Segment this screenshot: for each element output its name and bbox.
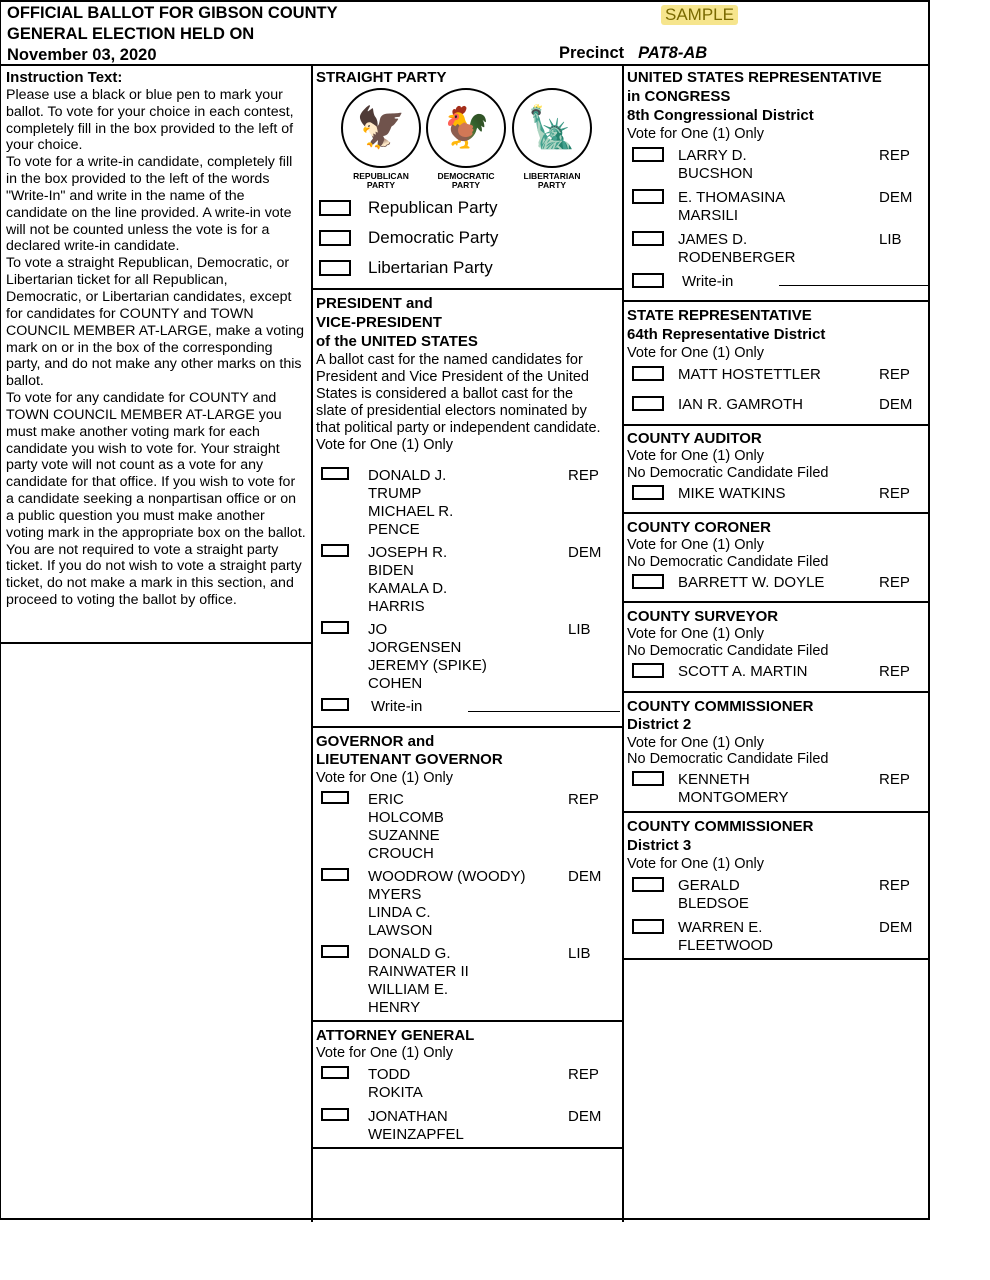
us-rep-title: UNITED STATES REPRESENTATIVE <box>627 69 882 86</box>
candidate-party: REP <box>879 877 910 894</box>
vote-for-label: Vote for One (1) Only <box>627 856 765 872</box>
candidate-party: REP <box>879 771 910 788</box>
candidate-name: SCOTT A. MARTIN <box>678 663 808 680</box>
vote-box-fleetwood[interactable] <box>632 919 664 934</box>
column-divider-2 <box>622 64 624 1222</box>
president-note: slate of presidential electors nominated by <box>316 403 587 419</box>
commissioner-3-district: District 3 <box>627 837 692 854</box>
candidate-party: REP <box>879 574 910 591</box>
rooster-icon: 🐓 <box>426 88 506 168</box>
commissioner-2-district: District 2 <box>627 716 692 733</box>
state-rep-title: STATE REPRESENTATIVE <box>627 307 812 324</box>
candidate-name: DONALD G. RAINWATER II WILLIAM E. HENRY <box>368 945 469 1016</box>
vote-box-hostettler[interactable] <box>632 366 664 381</box>
option-democratic-party: Democratic Party <box>368 228 499 247</box>
precinct-label: Precinct <box>559 44 625 62</box>
section-divider <box>624 691 929 693</box>
attorney-general-title: ATTORNEY GENERAL <box>316 1027 475 1044</box>
eagle-icon: 🦅 <box>341 88 421 168</box>
president-note: States is considered a ballot cast for the <box>316 386 574 402</box>
candidate-party: DEM <box>568 544 602 561</box>
section-divider <box>624 958 929 960</box>
candidate-name: LARRY D. BUCSHON <box>678 147 754 182</box>
vote-box-myers[interactable] <box>321 868 349 881</box>
sample-badge: SAMPLE <box>661 5 738 25</box>
vote-for-label: Vote for One (1) Only <box>316 437 454 453</box>
vote-for-label: Vote for One (1) Only <box>627 735 765 751</box>
column-divider-1 <box>311 64 313 1222</box>
section-divider <box>313 1147 622 1149</box>
candidate-party: REP <box>879 485 910 502</box>
candidate-name: IAN R. GAMROTH <box>678 396 804 413</box>
vote-box-gamroth[interactable] <box>632 396 664 411</box>
write-in-line-president[interactable] <box>468 711 620 712</box>
section-divider <box>313 1020 622 1022</box>
auditor-title: COUNTY AUDITOR <box>627 430 762 447</box>
vote-box-holcomb[interactable] <box>321 791 349 804</box>
vote-box-bucshon[interactable] <box>632 147 664 162</box>
candidate-name: E. THOMASINA MARSILI <box>678 189 786 224</box>
vote-for-label: Vote for One (1) Only <box>627 448 765 464</box>
vote-box-rodenberger[interactable] <box>632 231 664 246</box>
option-libertarian-party: Libertarian Party <box>368 258 493 277</box>
instructions-paragraph: To vote a straight Republican, Democratic, or Libertarian ticket for all Republican, Democratic, or Libertarian candidates, except for candidates for COUNTY and TOWN COUNCIL MEMBER AT-LARGE, make a voting mark on or in the box of the corresponding party, and do not make any other marks on this ballot. <box>6 255 305 390</box>
vote-box-rokita[interactable] <box>321 1066 349 1079</box>
section-divider <box>624 811 929 813</box>
candidate-name: WARREN E. FLEETWOOD <box>678 919 774 954</box>
candidate-name: ERIC HOLCOMB SUZANNE CROUCH <box>368 791 444 862</box>
vote-for-label: Vote for One (1) Only <box>627 345 765 361</box>
republican-emblem <box>341 88 421 190</box>
president-title: PRESIDENT and <box>316 295 433 312</box>
vote-box-biden[interactable] <box>321 544 349 557</box>
candidate-party: REP <box>879 147 910 164</box>
candidate-party: DEM <box>879 189 913 206</box>
surveyor-title: COUNTY SURVEYOR <box>627 608 779 625</box>
write-in-label: Write-in <box>682 273 734 290</box>
ballot-title: OFFICIAL BALLOT FOR GIBSON COUNTY <box>7 4 338 22</box>
section-divider <box>313 288 622 290</box>
president-title: of the UNITED STATES <box>316 333 478 350</box>
coroner-title: COUNTY CORONER <box>627 519 771 536</box>
precinct <box>559 44 707 63</box>
vote-box-trump[interactable] <box>321 467 349 480</box>
candidate-party: LIB <box>568 945 591 962</box>
us-rep-district: 8th Congressional District <box>627 107 814 124</box>
candidate-party: DEM <box>568 868 602 885</box>
candidate-name: DONALD J. TRUMP MICHAEL R. PENCE <box>368 467 454 538</box>
democratic-emblem <box>426 88 506 190</box>
vote-box-write-in-president[interactable] <box>321 698 349 711</box>
vote-box-libertarian-party[interactable] <box>319 260 351 276</box>
candidate-party: DEM <box>879 919 913 936</box>
vote-for-label: Vote for One (1) Only <box>627 537 765 553</box>
write-in-line-us-rep[interactable] <box>779 285 929 286</box>
candidate-name: GERALD BLEDSOE <box>678 877 749 912</box>
candidate-name: JONATHAN WEINZAPFEL <box>368 1108 464 1143</box>
candidate-name: TODD ROKITA <box>368 1066 423 1101</box>
president-note: that political party or independent candidate. <box>316 420 601 436</box>
no-candidate-note: No Democratic Candidate Filed <box>627 643 829 659</box>
vote-for-label: Vote for One (1) Only <box>316 1045 454 1061</box>
candidate-party: DEM <box>568 1108 602 1125</box>
emblem-label: PARTY <box>451 180 481 190</box>
no-candidate-note: No Democratic Candidate Filed <box>627 751 829 767</box>
governor-title: GOVERNOR and <box>316 733 435 750</box>
section-divider <box>624 512 929 514</box>
candidate-party: REP <box>568 791 599 808</box>
emblem-label: DEMOCRATIC <box>437 171 495 181</box>
emblem-label: LIBERTARIAN <box>523 171 581 181</box>
vote-box-montgomery[interactable] <box>632 771 664 786</box>
election-date: November 03, 2020 <box>7 46 157 64</box>
candidate-name: JAMES D. RODENBERGER <box>678 231 796 266</box>
commissioner-3-title: COUNTY COMMISSIONER <box>627 818 814 835</box>
vote-for-label: Vote for One (1) Only <box>627 126 765 142</box>
vote-box-rainwater[interactable] <box>321 945 349 958</box>
candidate-party: REP <box>568 1066 599 1083</box>
section-divider <box>624 300 929 302</box>
instructions-paragraph: To vote for any candidate for COUNTY and TOWN COUNCIL MEMBER AT-LARGE you must make another voting mark for each candidate you wish to vote for. Your straight party vote will not count as a vote for any candidate for that office. If you wish to vote for a candidate seeking a nonpartisan office or on a public question you must make another voting mark in the appropriate box on the ballot. <box>6 390 306 541</box>
emblem-label: PARTY <box>366 180 396 190</box>
candidate-name: KENNETH MONTGOMERY <box>678 771 789 806</box>
vote-box-watkins[interactable] <box>632 485 664 500</box>
candidate-name: MATT HOSTETTLER <box>678 366 821 383</box>
vote-box-weinzapfel[interactable] <box>321 1108 349 1121</box>
candidate-party: REP <box>568 467 599 484</box>
vote-box-martin[interactable] <box>632 663 664 678</box>
vote-box-jorgensen[interactable] <box>321 621 349 634</box>
candidate-name: MIKE WATKINS <box>678 485 786 502</box>
instructions-paragraph: To vote for a write-in candidate, completely fill in the box provided to the left of the words "Write-In" and write in the name of the candidate on the line provided. A write-in vote will not be counted unless the vote is for a declared write-in candidate. <box>6 154 293 255</box>
no-candidate-note: No Democratic Candidate Filed <box>627 554 829 570</box>
option-republican-party: Republican Party <box>368 198 498 217</box>
governor-title: LIEUTENANT GOVERNOR <box>316 751 503 768</box>
write-in-label: Write-in <box>371 698 423 715</box>
vote-for-label: Vote for One (1) Only <box>627 626 765 642</box>
vote-box-bledsoe[interactable] <box>632 877 664 892</box>
instructions-paragraph: Please use a black or blue pen to mark your ballot. To vote for your choice in each contest, completely fill in the box provided to the left of your choice. <box>6 86 294 154</box>
instructions-heading: Instruction Text: <box>6 69 123 86</box>
candidate-party: REP <box>879 366 910 383</box>
candidate-party: LIB <box>879 231 902 248</box>
straight-party-title: STRAIGHT PARTY <box>316 69 447 86</box>
section-divider <box>313 726 622 728</box>
candidate-name: BARRETT W. DOYLE <box>678 574 825 591</box>
candidate-name: JOSEPH R. BIDEN KAMALA D. HARRIS <box>368 544 448 615</box>
vote-box-marsili[interactable] <box>632 189 664 204</box>
state-rep-district: 64th Representative District <box>627 326 826 343</box>
commissioner-2-title: COUNTY COMMISSIONER <box>627 698 814 715</box>
vote-for-label: Vote for One (1) Only <box>316 770 454 786</box>
ballot-subtitle: GENERAL ELECTION HELD ON <box>7 25 255 43</box>
us-rep-title: in CONGRESS <box>627 88 731 105</box>
candidate-party: DEM <box>879 396 913 413</box>
no-candidate-note: No Democratic Candidate Filed <box>627 465 829 481</box>
vote-box-republican-party[interactable] <box>319 200 351 216</box>
candidate-name: WOODROW (WOODY) MYERS LINDA C. LAWSON <box>368 868 526 939</box>
president-note: A ballot cast for the named candidates for <box>316 352 583 368</box>
vote-box-write-in-us-rep[interactable] <box>632 273 664 288</box>
libertarian-emblem <box>512 88 592 190</box>
instructions <box>6 70 306 609</box>
vote-box-doyle[interactable] <box>632 574 664 589</box>
precinct-value: PAT8-AB <box>638 44 708 62</box>
statue-of-liberty-icon: 🗽 <box>512 88 592 168</box>
emblem-label: REPUBLICAN <box>353 171 409 181</box>
candidate-name: JO JORGENSEN JEREMY (SPIKE) COHEN <box>368 621 487 692</box>
candidate-party: REP <box>879 663 910 680</box>
vote-box-democratic-party[interactable] <box>319 230 351 246</box>
candidate-party: LIB <box>568 621 591 638</box>
section-divider <box>624 601 929 603</box>
section-divider <box>624 424 929 426</box>
emblem-label: PARTY <box>537 180 567 190</box>
instructions-paragraph: You are not required to vote a straight party ticket. If you do not wish to vote a straight party ticket, do not make a mark in this section, and proceed to voting the ballot by office. <box>6 541 302 609</box>
header-divider <box>1 64 929 66</box>
instructions-divider <box>1 642 311 644</box>
president-title: VICE-PRESIDENT <box>316 314 442 331</box>
president-note: President and Vice President of the United <box>316 369 589 385</box>
